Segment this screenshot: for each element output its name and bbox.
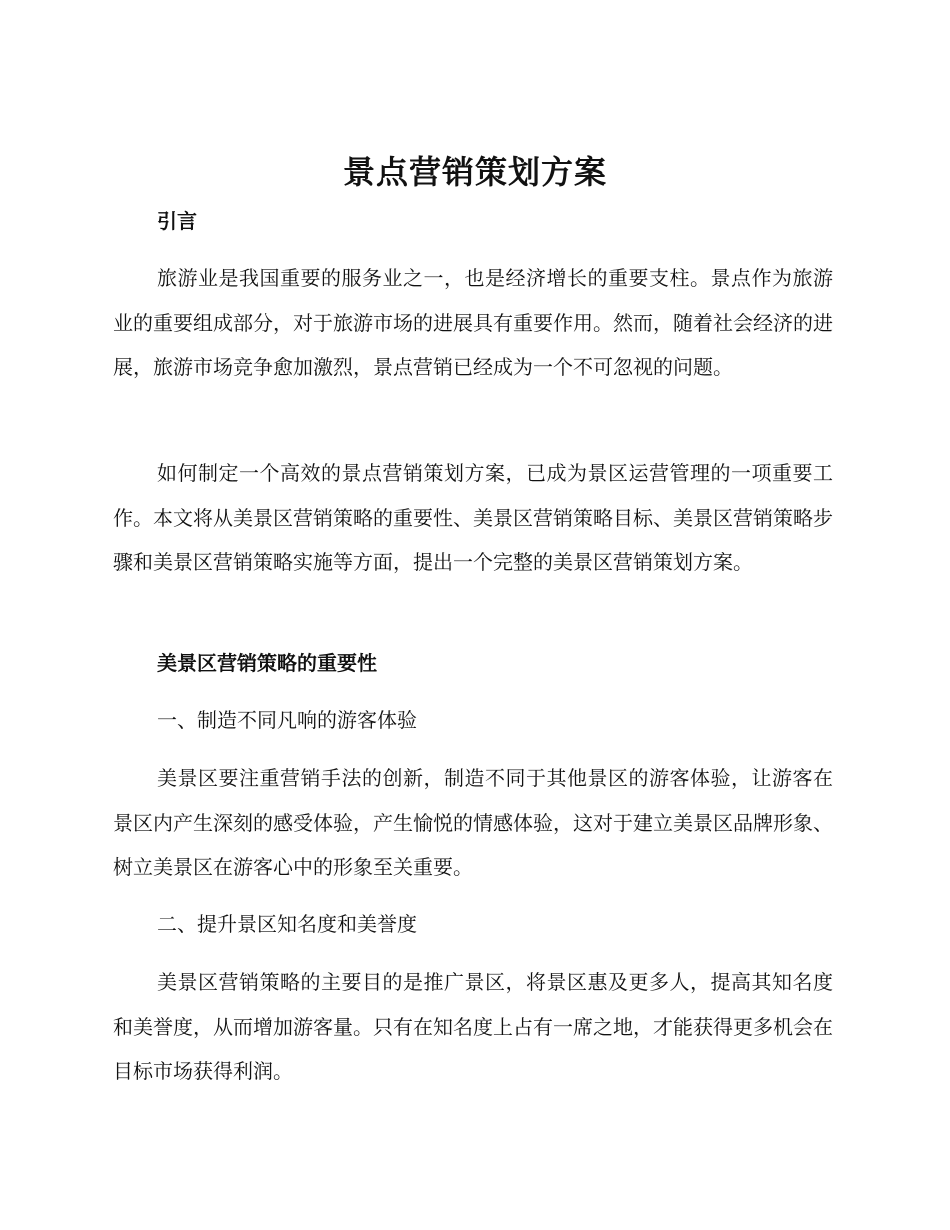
item-paragraph-1: 美景区要注重营销手法的创新，制造不同于其他景区的游客体验，让游客在景区内产生深刻的感受体验，产生愉悦的情感体验，这对于建立美景区品牌形象、树立美景区在游客心中的形象至关重要。 [113,766,833,879]
item-paragraph-2: 美景区营销策略的主要目的是推广景区，将景区惠及更多人，提高其知名度和美誉度，从而增加游客量。只有在知名度上占有一席之地，才能获得更多机会在目标市场获得利润。 [113,970,833,1083]
item-heading-1: 一、制造不同凡响的游客体验 [157,708,417,732]
section-heading-importance: 美景区营销策略的重要性 [157,651,377,675]
document-title: 景点营销策划方案 [342,153,607,191]
intro-heading: 引言 [157,209,197,233]
intro-paragraph-1: 旅游业是我国重要的服务业之一，也是经济增长的重要支柱。景点作为旅游业的重要组成部分，对于旅游市场的进展具有重要作用。然而，随着社会经济的进展，旅游市场竞争愈加激烈，景点营销已经成为一个不可忽视的问题。 [113,266,833,379]
item-heading-2: 二、提升景区知名度和美誉度 [157,912,417,936]
intro-paragraph-2: 如何制定一个高效的景点营销策划方案，已成为景区运营管理的一项重要工作。本文将从美景区营销策略的重要性、美景区营销策略目标、美景区营销策略步骤和美景区营销策略实施等方面，提出一个完整的美景区营销策划方案。 [113,461,833,574]
